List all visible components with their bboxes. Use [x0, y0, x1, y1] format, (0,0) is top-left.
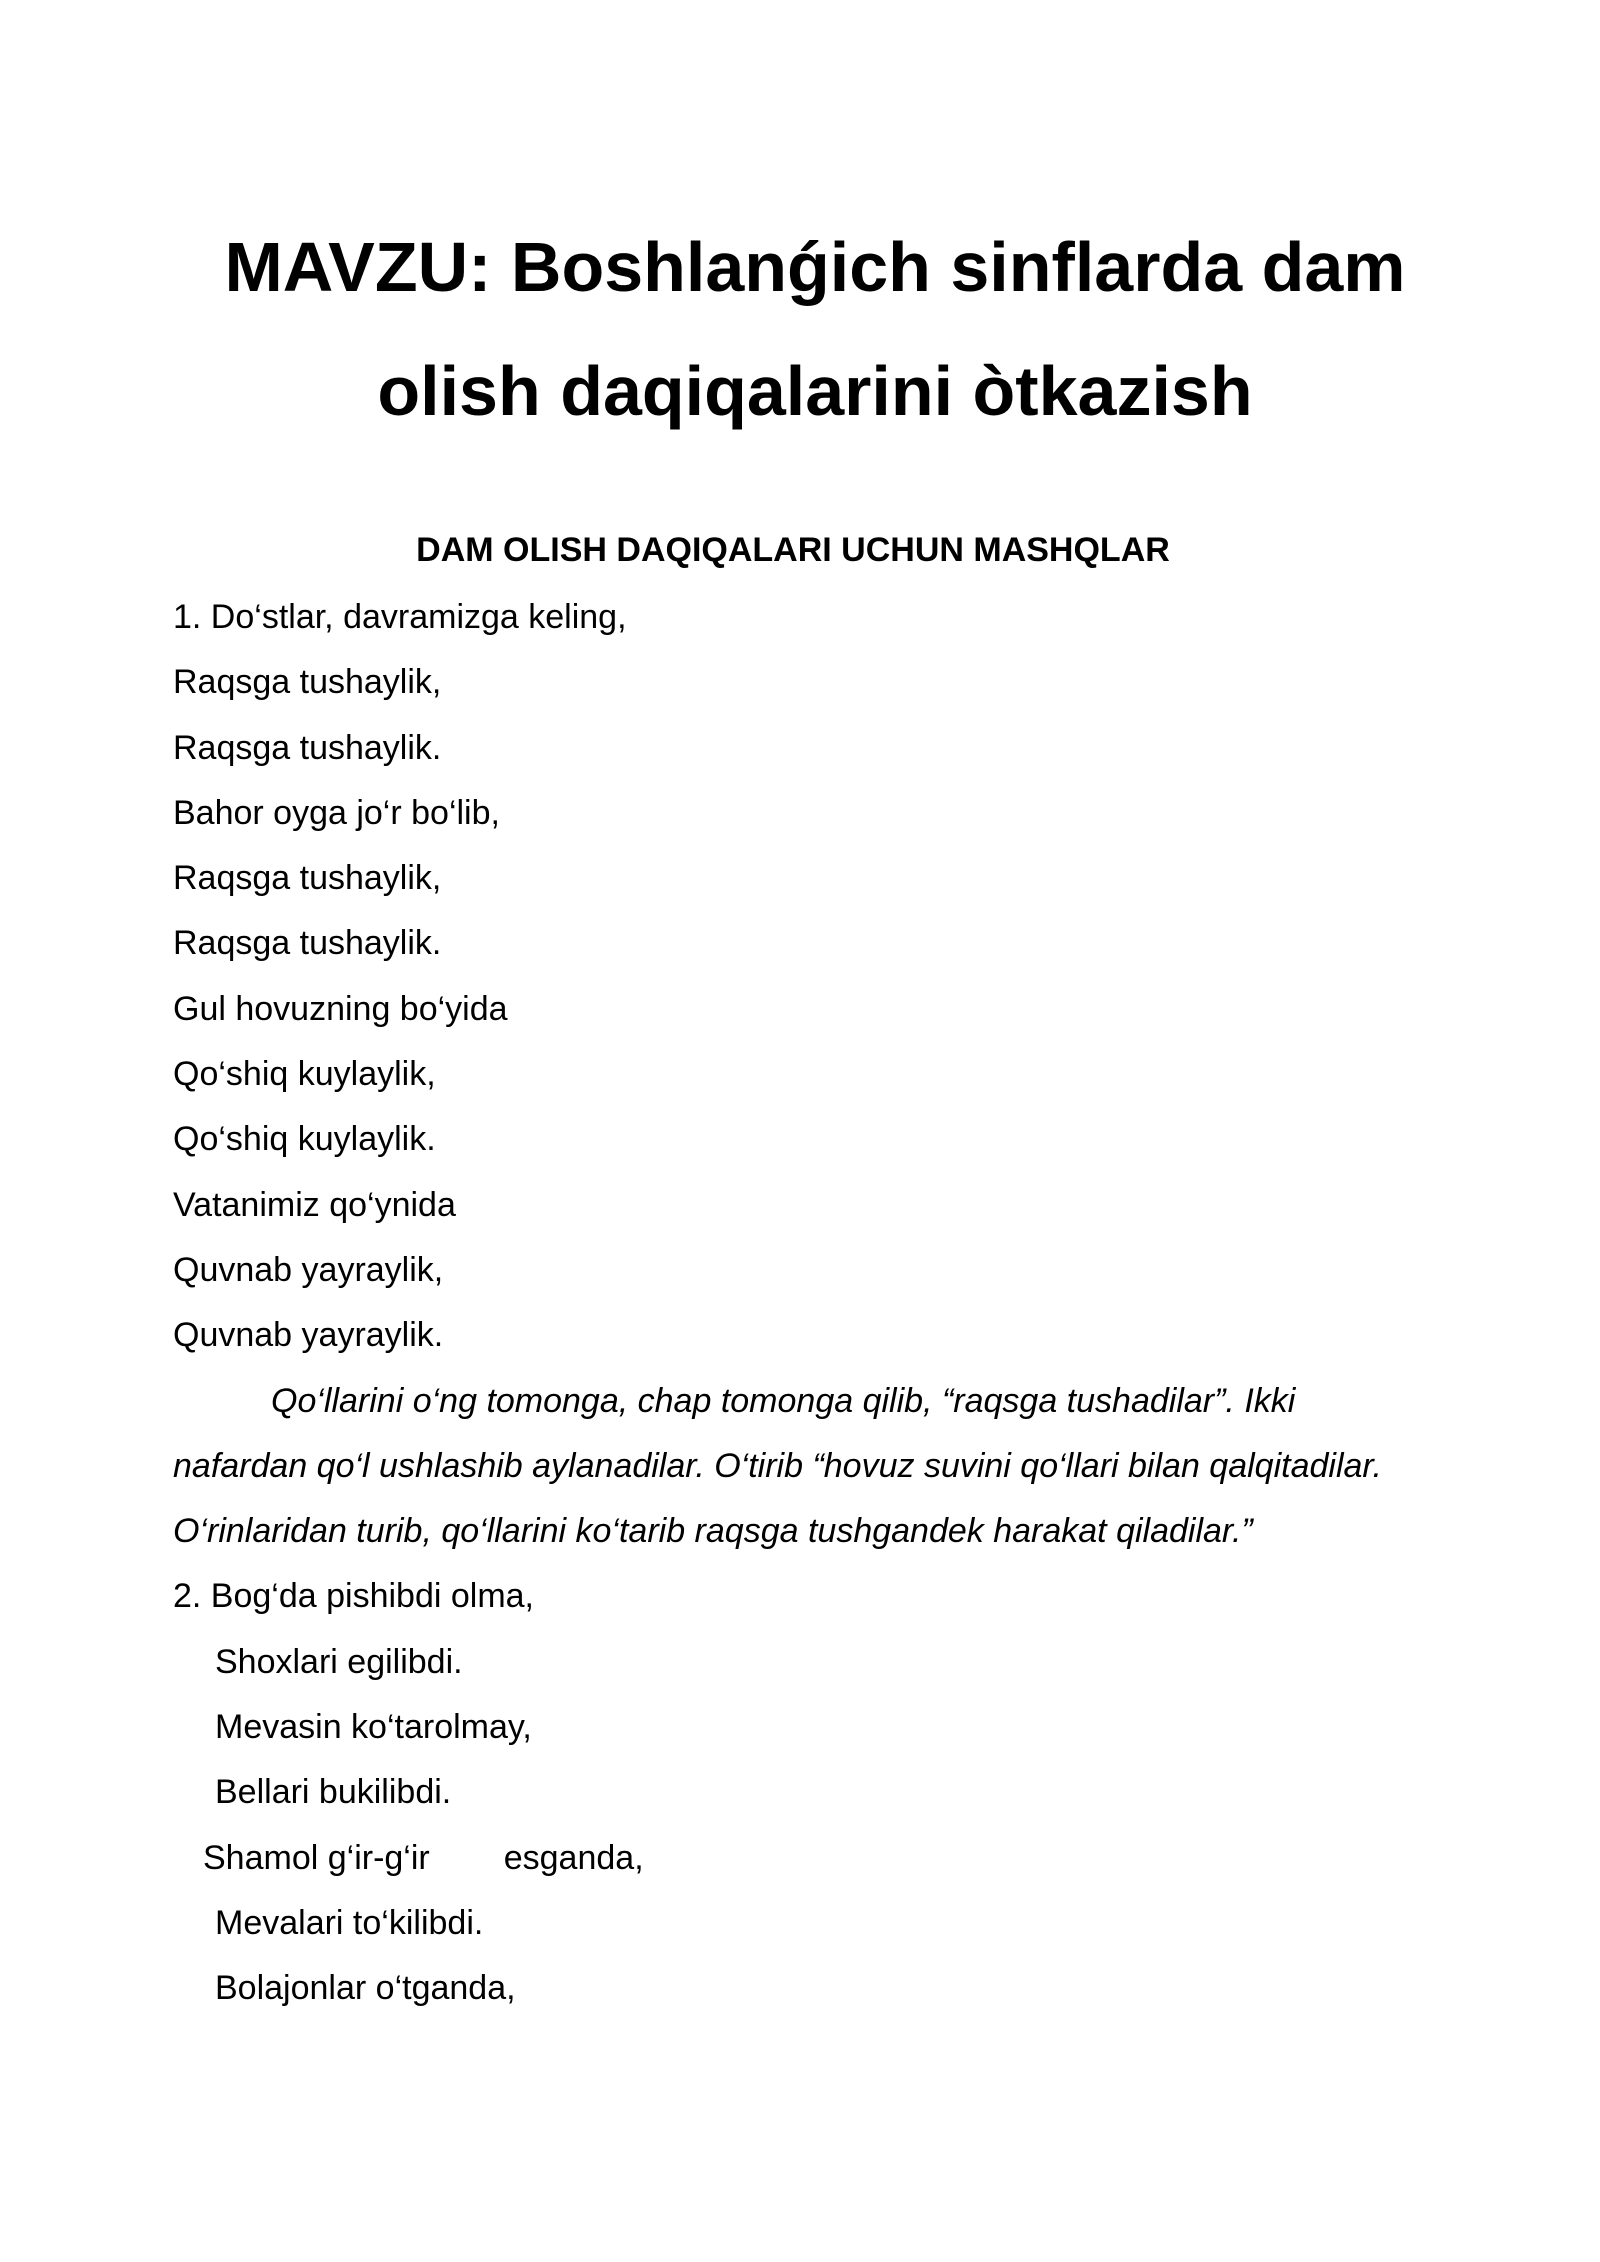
poem-line: Raqsga tushaylik,	[173, 859, 442, 898]
poem-line: Quvnab yayraylik,	[173, 1250, 444, 1289]
poem-line: Bolajonlar o‘tganda,	[215, 1969, 516, 2008]
document-title: MAVZU: Boshlanǵich sinflarda dam olish daqiqalarini òtkazish	[224, 228, 1406, 430]
poem-line: Mevasin ko‘tarolmay,	[215, 1708, 532, 1747]
poem-line-part: Shamol g‘ir-g‘ir	[203, 1838, 430, 1877]
poem-line: Bahor oyga jo‘r bo‘lib,	[173, 793, 500, 832]
section-heading: DAM OLISH DAQIQALARI UCHUN MASHQLAR	[416, 531, 1170, 569]
poem-line: Vatanimiz qo‘ynida	[173, 1185, 456, 1224]
poem-line: 2. Bog‘da pishibdi olma,	[173, 1577, 535, 1616]
poem-line: Qo‘shiq kuylaylik.	[173, 1120, 436, 1159]
poem-line-wind	[173, 1826, 1423, 1891]
poem-line-part: esganda,	[503, 1838, 644, 1877]
document-body	[173, 585, 1423, 2022]
poem-line: Raqsga tushaylik,	[173, 663, 442, 702]
poem-line: Qo‘shiq kuylaylik,	[173, 1055, 436, 1094]
poem-line: Raqsga tushaylik.	[173, 728, 442, 767]
poem-line: 1. Do‘stlar, davramizga keling,	[173, 598, 627, 636]
poem-line: Gul hovuzning bo‘yida	[173, 989, 508, 1028]
poem-line: Quvnab yayraylik.	[173, 1316, 444, 1355]
poem-line: Shoxlari egilibdi.	[215, 1642, 463, 1681]
exercise-instruction: Qo‘llarini o‘ng tomonga, chap tomonga qilib, “raqsga tushadilar”. Ikki nafardan qo‘l ushlashib aylanadilar. O‘tirib “hovuz suvini qo‘llari bilan qalqitadilar. O‘rinlaridan turib, qo‘llarini ko‘tarib raqsga tushgandek harakat qiladilar.”	[173, 1381, 1382, 1551]
poem-line: Bellari bukilibdi.	[215, 1773, 452, 1812]
poem-line: Raqsga tushaylik.	[173, 924, 442, 963]
poem-line: Mevalari to‘kilibdi.	[215, 1903, 484, 1942]
